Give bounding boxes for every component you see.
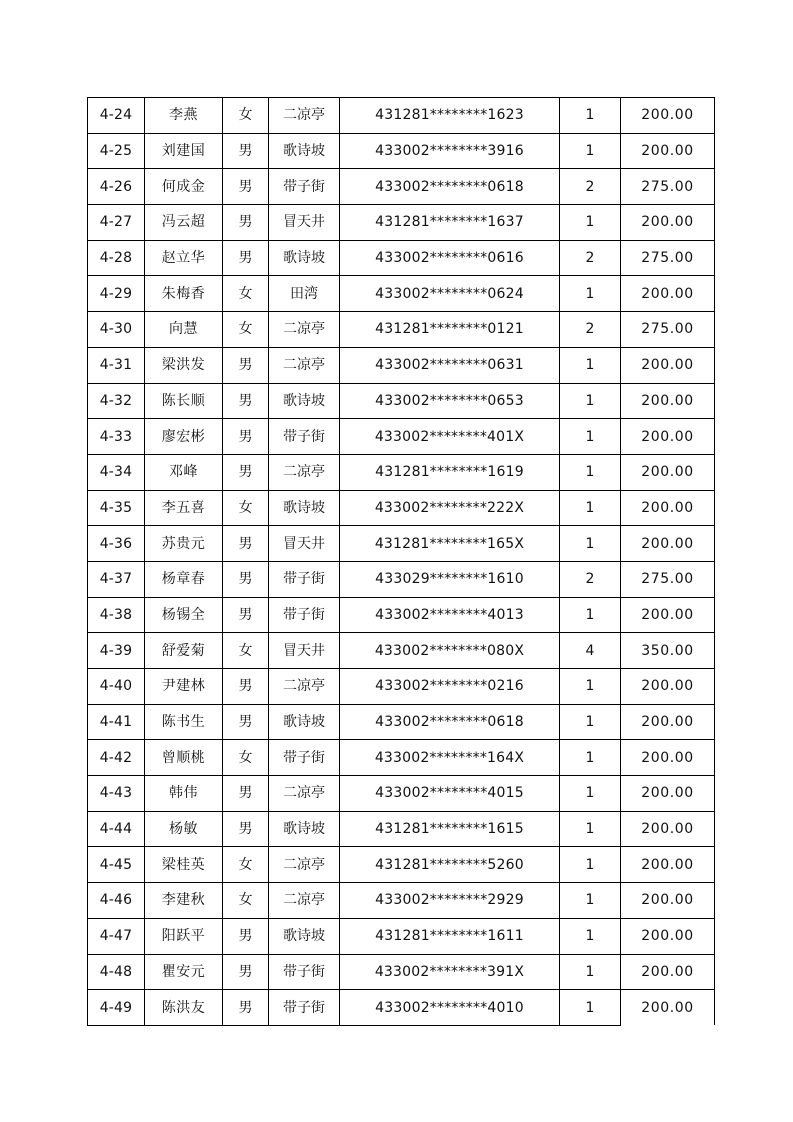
community-cell: 带子街 [269, 419, 340, 455]
row-number-cell: 4-43 [88, 776, 145, 812]
id-number-cell: 433002********222X [340, 490, 560, 526]
id-number-cell: 433002********2929 [340, 883, 560, 919]
gender-cell: 男 [223, 918, 269, 954]
count-cell: 1 [560, 526, 621, 562]
row-number-cell: 4-25 [88, 133, 145, 169]
id-number-cell: 431281********1611 [340, 918, 560, 954]
count-cell: 1 [560, 990, 621, 1026]
row-number-cell: 4-39 [88, 633, 145, 669]
gender-cell: 女 [223, 490, 269, 526]
count-cell: 1 [560, 419, 621, 455]
gender-cell: 男 [223, 383, 269, 419]
community-cell: 带子街 [269, 954, 340, 990]
row-number-cell: 4-32 [88, 383, 145, 419]
gender-cell: 男 [223, 133, 269, 169]
community-cell: 冒天井 [269, 205, 340, 241]
name-cell: 梁桂英 [145, 847, 223, 883]
roster-table [87, 97, 715, 1026]
amount-cell: 200.00 [621, 597, 715, 633]
amount-cell: 200.00 [621, 526, 715, 562]
gender-cell: 男 [223, 704, 269, 740]
roster-table-body [88, 98, 715, 1026]
table-row [88, 133, 715, 169]
table-row [88, 454, 715, 490]
count-cell: 1 [560, 454, 621, 490]
row-number-cell: 4-42 [88, 740, 145, 776]
count-cell: 1 [560, 597, 621, 633]
table-row [88, 776, 715, 812]
row-number-cell: 4-33 [88, 419, 145, 455]
table-row [88, 669, 715, 705]
amount-cell: 200.00 [621, 740, 715, 776]
id-number-cell: 433002********0216 [340, 669, 560, 705]
community-cell: 歌诗坡 [269, 918, 340, 954]
row-number-cell: 4-45 [88, 847, 145, 883]
row-number-cell: 4-27 [88, 205, 145, 241]
id-number-cell: 431281********165X [340, 526, 560, 562]
table-row [88, 883, 715, 919]
gender-cell: 男 [223, 454, 269, 490]
row-number-cell: 4-48 [88, 954, 145, 990]
row-number-cell: 4-24 [88, 98, 145, 134]
gender-cell: 男 [223, 597, 269, 633]
count-cell: 1 [560, 98, 621, 134]
amount-cell: 200.00 [621, 883, 715, 919]
id-number-cell: 433002********0618 [340, 169, 560, 205]
community-cell: 二凉亭 [269, 454, 340, 490]
gender-cell: 男 [223, 811, 269, 847]
name-cell: 刘建国 [145, 133, 223, 169]
amount-cell: 200.00 [621, 133, 715, 169]
id-number-cell: 433002********4010 [340, 990, 560, 1026]
gender-cell: 男 [223, 954, 269, 990]
count-cell: 1 [560, 918, 621, 954]
id-number-cell: 433002********0653 [340, 383, 560, 419]
amount-cell: 200.00 [621, 454, 715, 490]
name-cell: 尹建林 [145, 669, 223, 705]
table-row [88, 419, 715, 455]
amount-cell: 200.00 [621, 918, 715, 954]
id-number-cell: 431281********1615 [340, 811, 560, 847]
gender-cell: 男 [223, 347, 269, 383]
name-cell: 阳跃平 [145, 918, 223, 954]
community-cell: 歌诗坡 [269, 383, 340, 419]
name-cell: 瞿安元 [145, 954, 223, 990]
row-number-cell: 4-34 [88, 454, 145, 490]
amount-cell: 200.00 [621, 276, 715, 312]
community-cell: 冒天井 [269, 526, 340, 562]
row-number-cell: 4-49 [88, 990, 145, 1026]
table-row [88, 276, 715, 312]
id-number-cell: 431281********1623 [340, 98, 560, 134]
amount-cell: 200.00 [621, 990, 715, 1026]
gender-cell: 女 [223, 312, 269, 348]
community-cell: 二凉亭 [269, 776, 340, 812]
gender-cell: 男 [223, 169, 269, 205]
gender-cell: 男 [223, 419, 269, 455]
id-number-cell: 431281********0121 [340, 312, 560, 348]
id-number-cell: 433002********0616 [340, 240, 560, 276]
gender-cell: 女 [223, 633, 269, 669]
amount-cell: 275.00 [621, 561, 715, 597]
name-cell: 邓峰 [145, 454, 223, 490]
gender-cell: 女 [223, 276, 269, 312]
community-cell: 带子街 [269, 597, 340, 633]
amount-cell: 200.00 [621, 847, 715, 883]
id-number-cell: 433002********401X [340, 419, 560, 455]
row-number-cell: 4-44 [88, 811, 145, 847]
count-cell: 2 [560, 240, 621, 276]
count-cell: 1 [560, 490, 621, 526]
count-cell: 2 [560, 169, 621, 205]
gender-cell: 男 [223, 669, 269, 705]
gender-cell: 女 [223, 847, 269, 883]
gender-cell: 男 [223, 990, 269, 1026]
community-cell: 二凉亭 [269, 312, 340, 348]
amount-cell: 275.00 [621, 240, 715, 276]
amount-cell: 200.00 [621, 419, 715, 455]
amount-cell: 200.00 [621, 954, 715, 990]
table-row [88, 990, 715, 1026]
count-cell: 1 [560, 276, 621, 312]
id-number-cell: 431281********5260 [340, 847, 560, 883]
gender-cell: 男 [223, 776, 269, 812]
name-cell: 杨章春 [145, 561, 223, 597]
table-row [88, 240, 715, 276]
row-number-cell: 4-36 [88, 526, 145, 562]
table-row [88, 597, 715, 633]
table-row [88, 954, 715, 990]
table-row [88, 347, 715, 383]
id-number-cell: 433002********391X [340, 954, 560, 990]
row-number-cell: 4-37 [88, 561, 145, 597]
community-cell: 二凉亭 [269, 98, 340, 134]
name-cell: 曾顺桃 [145, 740, 223, 776]
community-cell: 歌诗坡 [269, 704, 340, 740]
name-cell: 陈长顺 [145, 383, 223, 419]
count-cell: 1 [560, 811, 621, 847]
gender-cell: 男 [223, 240, 269, 276]
table-row [88, 847, 715, 883]
table-row [88, 205, 715, 241]
row-number-cell: 4-31 [88, 347, 145, 383]
id-number-cell: 433002********4013 [340, 597, 560, 633]
name-cell: 杨锡全 [145, 597, 223, 633]
count-cell: 1 [560, 776, 621, 812]
community-cell: 二凉亭 [269, 847, 340, 883]
amount-cell: 200.00 [621, 490, 715, 526]
gender-cell: 女 [223, 883, 269, 919]
table-row [88, 98, 715, 134]
count-cell: 1 [560, 704, 621, 740]
community-cell: 二凉亭 [269, 347, 340, 383]
community-cell: 带子街 [269, 169, 340, 205]
count-cell: 4 [560, 633, 621, 669]
name-cell: 向慧 [145, 312, 223, 348]
community-cell: 田湾 [269, 276, 340, 312]
count-cell: 1 [560, 740, 621, 776]
id-number-cell: 433002********164X [340, 740, 560, 776]
name-cell: 苏贵元 [145, 526, 223, 562]
row-number-cell: 4-35 [88, 490, 145, 526]
community-cell: 带子街 [269, 990, 340, 1026]
count-cell: 2 [560, 312, 621, 348]
gender-cell: 男 [223, 561, 269, 597]
id-number-cell: 433029********1610 [340, 561, 560, 597]
count-cell: 2 [560, 561, 621, 597]
count-cell: 1 [560, 669, 621, 705]
count-cell: 1 [560, 954, 621, 990]
row-number-cell: 4-40 [88, 669, 145, 705]
community-cell: 歌诗坡 [269, 490, 340, 526]
community-cell: 歌诗坡 [269, 811, 340, 847]
name-cell: 舒爱菊 [145, 633, 223, 669]
community-cell: 二凉亭 [269, 883, 340, 919]
id-number-cell: 433002********080X [340, 633, 560, 669]
community-cell: 二凉亭 [269, 669, 340, 705]
community-cell: 歌诗坡 [269, 133, 340, 169]
name-cell: 朱梅香 [145, 276, 223, 312]
community-cell: 冒天井 [269, 633, 340, 669]
id-number-cell: 433002********0618 [340, 704, 560, 740]
count-cell: 1 [560, 883, 621, 919]
id-number-cell: 431281********1637 [340, 205, 560, 241]
table-row [88, 704, 715, 740]
table-row [88, 918, 715, 954]
row-number-cell: 4-30 [88, 312, 145, 348]
amount-cell: 275.00 [621, 312, 715, 348]
count-cell: 1 [560, 133, 621, 169]
gender-cell: 男 [223, 526, 269, 562]
gender-cell: 女 [223, 740, 269, 776]
row-number-cell: 4-28 [88, 240, 145, 276]
id-number-cell: 433002********0624 [340, 276, 560, 312]
table-row [88, 633, 715, 669]
community-cell: 带子街 [269, 740, 340, 776]
amount-cell: 200.00 [621, 776, 715, 812]
table-row [88, 811, 715, 847]
table-row [88, 561, 715, 597]
count-cell: 1 [560, 347, 621, 383]
row-number-cell: 4-47 [88, 918, 145, 954]
community-cell: 带子街 [269, 561, 340, 597]
gender-cell: 女 [223, 98, 269, 134]
amount-cell: 200.00 [621, 811, 715, 847]
amount-cell: 200.00 [621, 383, 715, 419]
gender-cell: 男 [223, 205, 269, 241]
name-cell: 杨敏 [145, 811, 223, 847]
id-number-cell: 431281********1619 [340, 454, 560, 490]
id-number-cell: 433002********3916 [340, 133, 560, 169]
name-cell: 李建秋 [145, 883, 223, 919]
count-cell: 1 [560, 205, 621, 241]
table-row [88, 312, 715, 348]
name-cell: 廖宏彬 [145, 419, 223, 455]
amount-cell: 200.00 [621, 347, 715, 383]
row-number-cell: 4-41 [88, 704, 145, 740]
row-number-cell: 4-26 [88, 169, 145, 205]
amount-cell: 200.00 [621, 704, 715, 740]
table-row [88, 383, 715, 419]
name-cell: 陈书生 [145, 704, 223, 740]
community-cell: 歌诗坡 [269, 240, 340, 276]
table-row [88, 169, 715, 205]
row-number-cell: 4-46 [88, 883, 145, 919]
name-cell: 韩伟 [145, 776, 223, 812]
count-cell: 1 [560, 847, 621, 883]
name-cell: 冯云超 [145, 205, 223, 241]
amount-cell: 200.00 [621, 669, 715, 705]
name-cell: 赵立华 [145, 240, 223, 276]
amount-cell: 200.00 [621, 98, 715, 134]
table-row [88, 740, 715, 776]
amount-cell: 275.00 [621, 169, 715, 205]
name-cell: 李燕 [145, 98, 223, 134]
count-cell: 1 [560, 383, 621, 419]
name-cell: 何成金 [145, 169, 223, 205]
name-cell: 李五喜 [145, 490, 223, 526]
amount-cell: 350.00 [621, 633, 715, 669]
row-number-cell: 4-29 [88, 276, 145, 312]
amount-cell: 200.00 [621, 205, 715, 241]
row-number-cell: 4-38 [88, 597, 145, 633]
table-row [88, 490, 715, 526]
table-row [88, 526, 715, 562]
id-number-cell: 433002********0631 [340, 347, 560, 383]
name-cell: 梁洪发 [145, 347, 223, 383]
name-cell: 陈洪友 [145, 990, 223, 1026]
id-number-cell: 433002********4015 [340, 776, 560, 812]
